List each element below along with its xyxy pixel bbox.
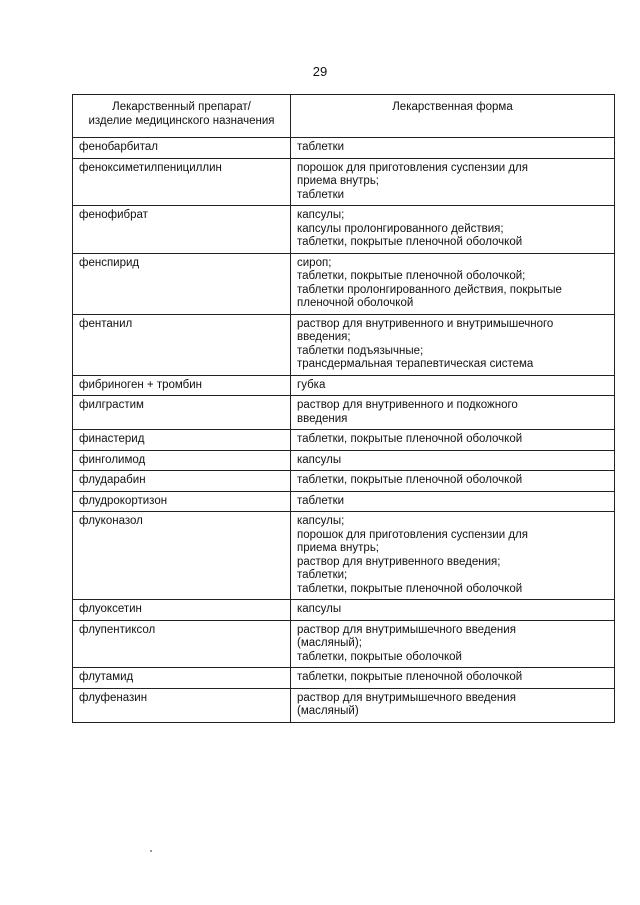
dosage-form-line: капсулы; — [297, 515, 345, 527]
dosage-form-line: капсулы; — [297, 209, 345, 221]
drug-name-cell: финастерид — [73, 430, 291, 451]
dosage-form-cell — [291, 158, 615, 206]
dosage-form-cell — [291, 206, 615, 254]
scan-speck — [150, 850, 152, 852]
dosage-form-line: раствор для внутривенного введения; — [297, 555, 501, 568]
dosage-form-cell — [291, 600, 615, 621]
table-row — [73, 138, 615, 159]
table-row — [73, 314, 615, 375]
table-row — [73, 668, 615, 689]
dosage-form-line: порошок для приготовления суспензии для — [297, 528, 528, 541]
dosage-form-line: раствор для внутримышечного введения — [297, 691, 516, 704]
table-row — [73, 206, 615, 254]
dosage-form-line: капсулы пролонгированного действия; — [297, 222, 504, 235]
drug-name-cell: флутамид — [73, 668, 291, 689]
table-row — [73, 620, 615, 668]
dosage-form-cell — [291, 396, 615, 430]
dosage-form-cell — [291, 668, 615, 689]
dosage-form-line: таблетки пролонгированного действия, покрытые — [297, 283, 562, 296]
dosage-form-cell — [291, 620, 615, 668]
drug-name-cell: филграстим — [73, 396, 291, 430]
dosage-form-line: (масляный) — [297, 705, 359, 717]
dosage-form-cell — [291, 138, 615, 159]
drug-name-cell: флударабин — [73, 471, 291, 492]
drug-name-cell: финголимод — [73, 450, 291, 471]
header-form-line: Лекарственная форма — [392, 101, 513, 113]
dosage-form-line: введения; — [297, 331, 351, 343]
table-row — [73, 430, 615, 451]
dosage-form-line: таблетки, покрытые пленочной оболочкой — [297, 582, 523, 595]
dosage-form-line: таблетки — [297, 141, 345, 153]
dosage-form-cell — [291, 253, 615, 314]
dosage-form-cell — [291, 450, 615, 471]
drug-name-cell: фенспирид — [73, 253, 291, 314]
dosage-form-line: таблетки; — [297, 569, 348, 581]
dosage-form-line: губка — [297, 378, 326, 391]
dosage-form-line: раствор для внутривенного и внутримышечного — [297, 317, 554, 330]
table-row — [73, 491, 615, 512]
table-row — [73, 688, 615, 722]
table-row — [73, 471, 615, 492]
table-row — [73, 600, 615, 621]
dosage-form-line: таблетки, покрытые пленочной оболочкой — [297, 671, 523, 683]
drug-name-cell: фентанил — [73, 314, 291, 375]
dosage-form-line: сироп; — [297, 256, 332, 269]
header-form — [291, 95, 615, 138]
dosage-form-cell — [291, 491, 615, 512]
dosage-form-line: таблетки, покрытые пленочной оболочкой — [297, 433, 523, 445]
table-row — [73, 396, 615, 430]
dosage-form-line: капсулы — [297, 453, 342, 466]
drug-name-cell: феноксиметилпенициллин — [73, 158, 291, 206]
dosage-form-line: раствор для внутримышечного введения — [297, 623, 516, 636]
dosage-form-line: (масляный); — [297, 637, 362, 649]
drug-name-cell: флуоксетин — [73, 600, 291, 621]
table-row — [73, 253, 615, 314]
dosage-form-cell — [291, 688, 615, 722]
table-row — [73, 512, 615, 600]
dosage-form-line: приема внутрь; — [297, 542, 379, 554]
page-number: 29 — [312, 64, 328, 79]
drug-name-cell: флупентиксол — [73, 620, 291, 668]
dosage-form-line: раствор для внутривенного и подкожного — [297, 399, 518, 411]
drug-forms-table — [72, 94, 615, 723]
drug-name-cell: фенобарбитал — [73, 138, 291, 159]
header-drug-line: изделие медицинского назначения — [88, 114, 275, 127]
dosage-form-line: порошок для приготовления суспензии для — [297, 161, 528, 174]
dosage-form-line: пленочной оболочкой — [297, 297, 414, 309]
table-row — [73, 375, 615, 396]
dosage-form-line: таблетки, покрытые пленочной оболочкой; — [297, 270, 526, 282]
table-row — [73, 158, 615, 206]
header-drug-line: Лекарственный препарат/ — [112, 101, 251, 113]
dosage-form-line: введения — [297, 412, 348, 425]
dosage-form-line: трансдермальная терапевтическая система — [297, 358, 534, 370]
dosage-form-line: таблетки подъязычные; — [297, 344, 424, 357]
table-row — [73, 450, 615, 471]
dosage-form-cell — [291, 512, 615, 600]
dosage-form-line: капсулы — [297, 603, 342, 615]
dosage-form-line: таблетки — [297, 188, 345, 201]
dosage-form-line: приема внутрь; — [297, 175, 379, 187]
table-body — [73, 138, 615, 723]
dosage-form-cell — [291, 375, 615, 396]
dosage-form-line: таблетки — [297, 494, 345, 507]
drug-name-cell: фенофибрат — [73, 206, 291, 254]
table-header-row — [73, 95, 615, 138]
header-drug — [73, 95, 291, 138]
drug-name-cell: флудрокортизон — [73, 491, 291, 512]
drug-name-cell: фибриноген + тромбин — [73, 375, 291, 396]
dosage-form-line: таблетки, покрытые пленочной оболочкой — [297, 474, 523, 486]
drug-name-cell: флуконазол — [73, 512, 291, 600]
dosage-form-line: таблетки, покрытые оболочкой — [297, 650, 462, 663]
dosage-form-cell — [291, 430, 615, 451]
dosage-form-cell — [291, 314, 615, 375]
dosage-form-cell — [291, 471, 615, 492]
drug-name-cell: флуфеназин — [73, 688, 291, 722]
dosage-form-line: таблетки, покрытые пленочной оболочкой — [297, 236, 523, 248]
